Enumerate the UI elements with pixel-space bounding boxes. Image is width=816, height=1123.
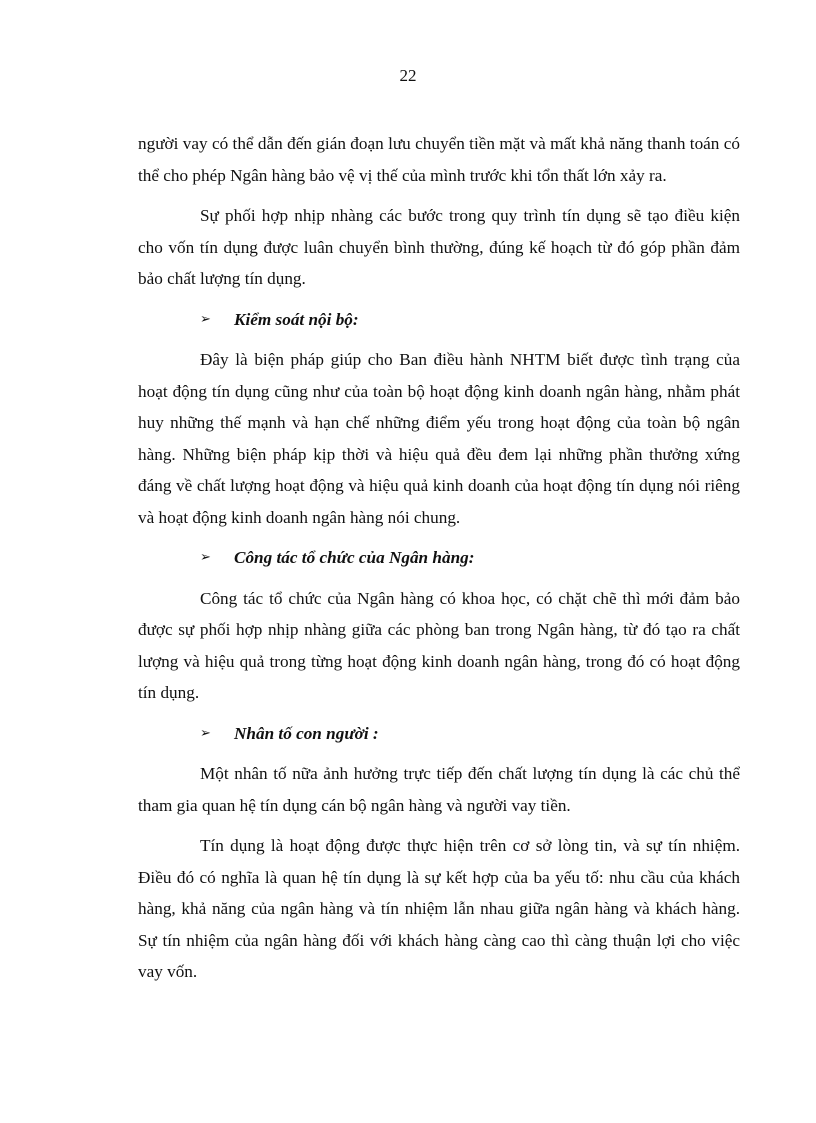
heading-text: Kiểm soát nội bộ: — [234, 309, 359, 329]
paragraph-credit-process: Sự phối hợp nhịp nhàng các bước trong quy trình tín dụng sẽ tạo điều kiện cho vốn tín dụng được luân chuyển bình thường, đúng kế hoạch từ đó góp phần đảm bảo chất lượng tín dụng. — [138, 206, 740, 288]
paragraph-trust: Tín dụng là hoạt động được thực hiện trên cơ sở lòng tin, và sự tín nhiệm. Điều đó có nghĩa là quan hệ tín dụng là sự kết hợp của ba yếu tố: nhu cầu của khách hàng, khả năng của ngân hàng và tín nhiệm lẫn nhau giữa ngân hàng và khách hàng. Sự tín nhiệm của ngân hàng đối với khách hàng càng cao thì càng thuận lợi cho việc vay vốn. — [138, 836, 740, 981]
heading-bank-organization — [138, 542, 740, 574]
paragraph-continuation: người vay có thể dẫn đến gián đoạn lưu chuyển tiền mặt và mất khả năng thanh toán có thể cho phép Ngân hàng bảo vệ vị thế của mình trước khi tổn thất lớn xảy ra. — [138, 134, 740, 185]
page-content — [138, 128, 740, 997]
heading-human-factor — [138, 718, 740, 750]
heading-text: Nhân tố con người : — [234, 723, 379, 743]
paragraph-internal-control: Đây là biện pháp giúp cho Ban điều hành NHTM biết được tình trạng của hoạt động tín dụng cũng như của toàn bộ hoạt động kinh doanh ngân hàng, nhằm phát huy những thế mạnh và hạn chế những điểm yếu trong hoạt động của toàn bộ ngân hàng. Những biện pháp kịp thời và hiệu quả đều đem lại những phần thưởng xứng đáng về chất lượng hoạt động và hiệu quả kinh doanh của hoạt động tín dụng nói riêng và hoạt động kinh doanh ngân hàng nói chung. — [138, 350, 740, 527]
heading-text: Công tác tổ chức của Ngân hàng: — [234, 548, 475, 567]
arrow-bullet-icon: ➢ — [200, 725, 211, 741]
arrow-bullet-icon: ➢ — [200, 550, 211, 565]
heading-internal-control — [138, 304, 740, 336]
arrow-bullet-icon: ➢ — [200, 311, 211, 327]
paragraph-bank-organization: Công tác tổ chức của Ngân hàng có khoa học, có chặt chẽ thì mới đảm bảo được sự phối hợp nhịp nhàng giữa các phòng ban trong Ngân hàng, từ đó tạo ra chất lượng và hiệu quả trong từng hoạt động kinh doanh ngân hàng, trong đó có hoạt động tín dụng. — [138, 588, 740, 702]
paragraph-human-factor: Một nhân tố nữa ảnh hưởng trực tiếp đến chất lượng tín dụng là các chủ thể tham gia quan hệ tín dụng cán bộ ngân hàng và người vay tiền. — [138, 764, 740, 815]
page-number: 22 — [399, 66, 417, 85]
